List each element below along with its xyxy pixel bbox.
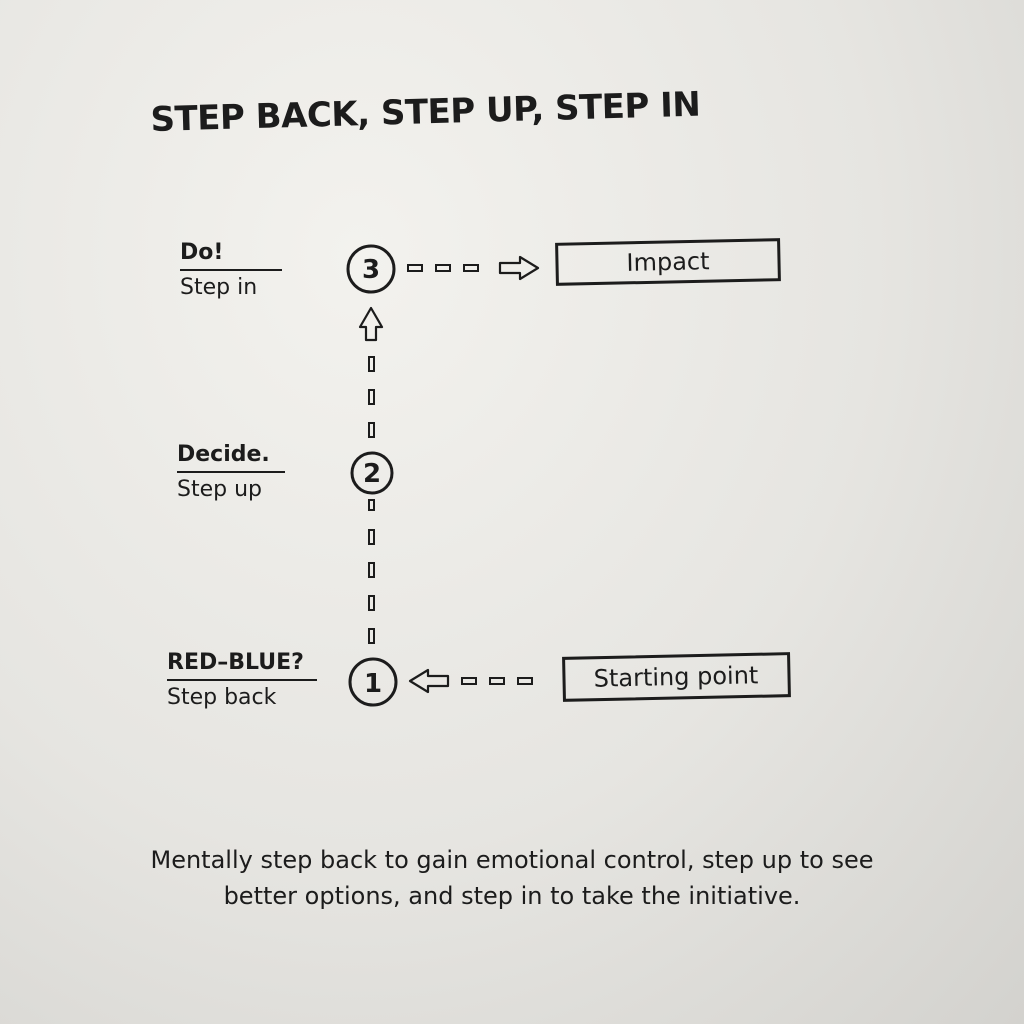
dashed-connector-3-to-impact [408, 265, 478, 271]
step-3-text: Step in [180, 275, 258, 300]
dashed-connector-1-to-2 [369, 500, 374, 643]
starting-point-box [564, 654, 790, 701]
step-2-circle [352, 453, 392, 493]
left-arrow-icon [410, 670, 448, 692]
step-3-action: Do! [180, 240, 224, 265]
step-1-action: RED–BLUE? [167, 650, 304, 675]
figure-caption [40, 842, 984, 914]
caption-line-2: better options, and step in to take the initiative. [223, 882, 801, 910]
caption-line-1: Mentally step back to gain emotional control, step up to see [150, 846, 874, 874]
step-1-text: Step back [167, 685, 277, 710]
dashed-connector-2-to-3 [369, 357, 374, 437]
right-arrow-icon [500, 257, 538, 279]
step-3-number: 3 [361, 255, 381, 285]
impact-box [557, 240, 780, 285]
up-arrow-icon [360, 308, 382, 340]
page-title: STEP BACK, STEP UP, STEP IN [150, 84, 701, 140]
step-2-action: Decide. [177, 442, 270, 467]
impact-box-label: Impact [626, 247, 710, 277]
dashed-connector-start-to-1 [462, 678, 532, 684]
step-1-number: 1 [363, 669, 383, 699]
step-2-text: Step up [177, 477, 262, 502]
step-2-number: 2 [362, 459, 382, 489]
step-3-circle [348, 246, 394, 292]
step-1-circle [350, 659, 396, 705]
starting-point-label: Starting point [593, 661, 759, 693]
